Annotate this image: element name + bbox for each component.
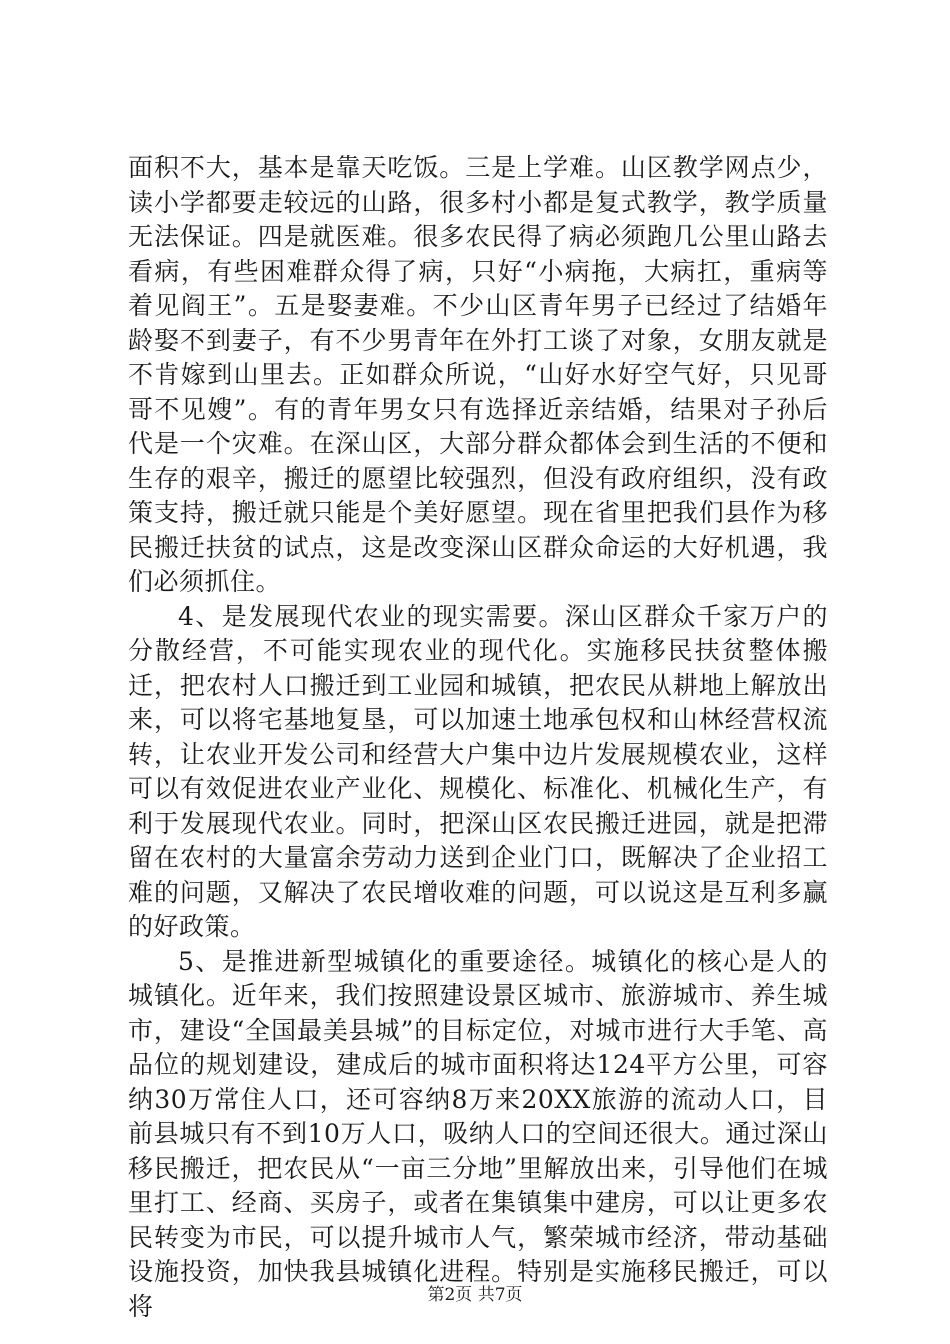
paragraph-continuation: 面积不大，基本是靠天吃饭。三是上学难。山区教学网点少，读小学都要走较远的山路，很多村小都是复式教学，教学质量无法保证。四是就医难。很多农民得了病必须跑几公里山路去看病，有些困难群众得了病，只好“小病拖，大病扛，重病等着见阎王”。五是娶妻难。不少山区青年男子已经过了结婚年龄娶不到妻子，有不少男青年在外打工谈了对象，女朋友就是不肯嫁到山里去。正如群众所说，“山好水好空气好，只见哥哥不见嫂”。有的青年男女只有选择近亲结婚，结果对子孙后代是一个灾难。在深山区，大部分群众都体会到生活的不便和生存的艰辛，搬迁的愿望比较强烈，但没有政府组织，没有政策支持，搬迁就只能是个美好愿望。现在省里把我们县作为移民搬迁扶贫的试点，这是改变深山区群众命运的大好机遇，我们必须抓住。 xyxy=(128,153,828,596)
page-number-footer: 第2页 共7页 xyxy=(427,1285,523,1305)
paragraph-point-4: 4、是发展现代农业的现实需要。深山区群众千家万户的分散经营，不可能实现农业的现代化。实施移民扶贫整体搬迁，把农村人口搬迁到工业园和城镇，把农民从耕地上解放出来，可以将宅基地复垦，可以加速土地承包权和山林经营权流转，让农业开发公司和经营大户集中边片发展规模农业，这样可以有效促进农业产业化、规模化、标准化、机械化生产，有利于发展现代农业。同时，把深山区农民搬迁进园，就是把滞留在农村的大量富余劳动力送到企业门口，既解决了企业招工难的问题，又解决了农民增收难的问题，可以说这是互利多赢的好政策。 xyxy=(128,601,828,941)
paragraph-point-5: 5、是推进新型城镇化的重要途径。城镇化的核心是人的城镇化。近年来，我们按照建设景区城市、旅游城市、养生城市，建设“全国最美县城”的目标定位，对城市进行大手笔、高品位的规划建设，建成后的城市面积将达124平方公里，可容纳30万常住人口，还可容纳8万来20XX旅游的流动人口，目前县城只有不到10万人口，吸纳人口的空间还很大。通过深山移民搬迁，把农民从“一亩三分地”里解放出来，引导他们在城里打工、经商、买房子，或者在集镇集中建房，可以让更多农民转变为市民，可以提升城市人气，繁荣城市经济，带动基础设施投资，加快我县城镇化进程。特别是实施移民搬迁，可以将 xyxy=(128,946,828,1321)
document-body xyxy=(128,151,828,1324)
